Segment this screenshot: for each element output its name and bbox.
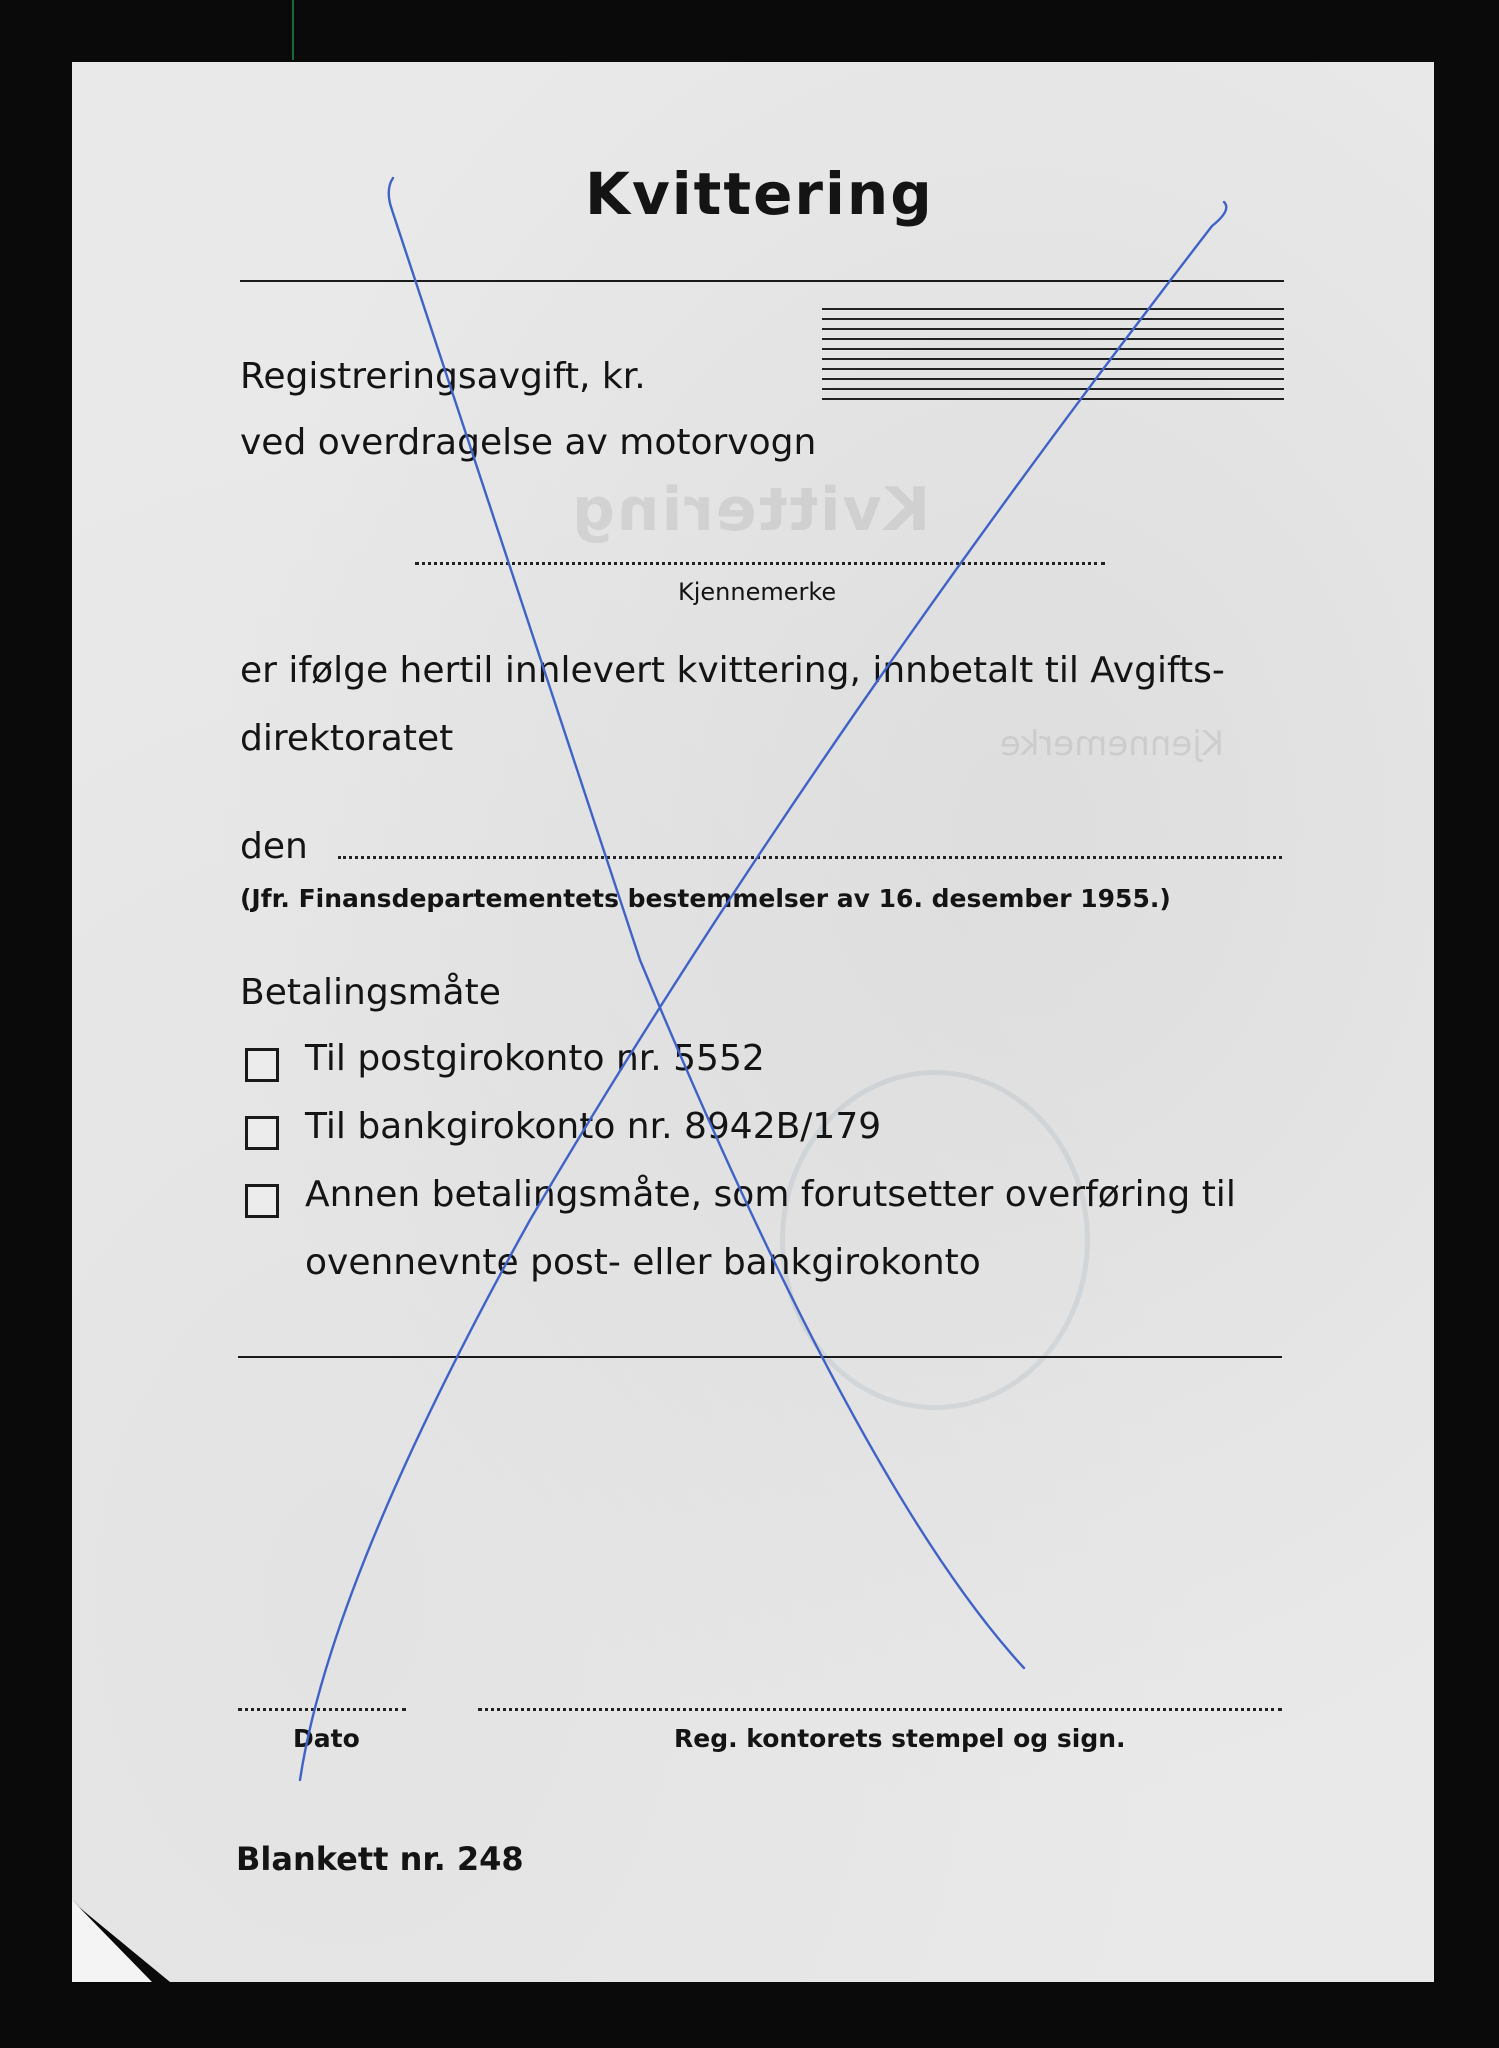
fee-label: Registreringsavgift, kr. bbox=[240, 356, 646, 397]
amount-hatch-line bbox=[822, 348, 1284, 350]
amount-hatch-line bbox=[822, 338, 1284, 340]
amount-hatch-line bbox=[822, 328, 1284, 330]
date-paid-field bbox=[338, 856, 1282, 859]
transfer-label: ved overdragelse av motorvogn bbox=[240, 422, 817, 463]
amount-hatch-line bbox=[822, 378, 1284, 380]
folded-corner bbox=[72, 1900, 152, 1982]
date-label: Dato bbox=[293, 1724, 360, 1753]
regulation-reference: (Jfr. Finansdepartementets bestemmelser av 16. desember 1955.) bbox=[240, 884, 1171, 913]
other-payment-option: Annen betalingsmåte, som forutsetter overføring til bbox=[305, 1174, 1236, 1215]
bankgiro-option: Til bankgirokonto nr. 8942B/179 bbox=[305, 1106, 882, 1147]
scan-edge-mark bbox=[292, 0, 294, 60]
other-payment-checkbox[interactable] bbox=[245, 1184, 279, 1218]
form-number: Blankett nr. 248 bbox=[236, 1840, 524, 1878]
stamp-label: Reg. kontorets stempel og sign. bbox=[674, 1724, 1126, 1753]
payment-method-heading: Betalingsmåte bbox=[240, 972, 501, 1013]
paid-statement-line2: direktoratet bbox=[240, 718, 454, 759]
date-paid-label: den bbox=[240, 826, 308, 867]
amount-hatch-line bbox=[822, 398, 1284, 400]
amount-hatch-line bbox=[822, 368, 1284, 370]
date-signature-field bbox=[238, 1708, 406, 1711]
amount-hatch-line bbox=[822, 388, 1284, 390]
section-rule bbox=[238, 1356, 1282, 1358]
amount-hatch-line bbox=[822, 318, 1284, 320]
receipt-form bbox=[72, 62, 1434, 1982]
paid-statement-line1: er ifølge hertil innlevert kvittering, innbetalt til Avgifts- bbox=[240, 650, 1225, 691]
bleed-through-text: Kjennemerke bbox=[1000, 724, 1225, 764]
amount-hatch-line bbox=[822, 358, 1284, 360]
bankgiro-checkbox[interactable] bbox=[245, 1116, 279, 1150]
form-title: Kvittering bbox=[585, 160, 934, 228]
amount-hatch-line bbox=[822, 308, 1284, 310]
postgiro-checkbox[interactable] bbox=[245, 1048, 279, 1082]
bleed-through-title: Kvittering bbox=[570, 475, 931, 545]
registration-number-label: Kjennemerke bbox=[678, 578, 837, 606]
stamp-signature-field bbox=[478, 1708, 1282, 1711]
postgiro-option: Til postgirokonto nr. 5552 bbox=[305, 1038, 765, 1079]
registration-number-field bbox=[415, 562, 1105, 565]
other-payment-option-cont: ovennevnte post- eller bankgirokonto bbox=[305, 1242, 981, 1283]
title-rule bbox=[240, 280, 1284, 282]
